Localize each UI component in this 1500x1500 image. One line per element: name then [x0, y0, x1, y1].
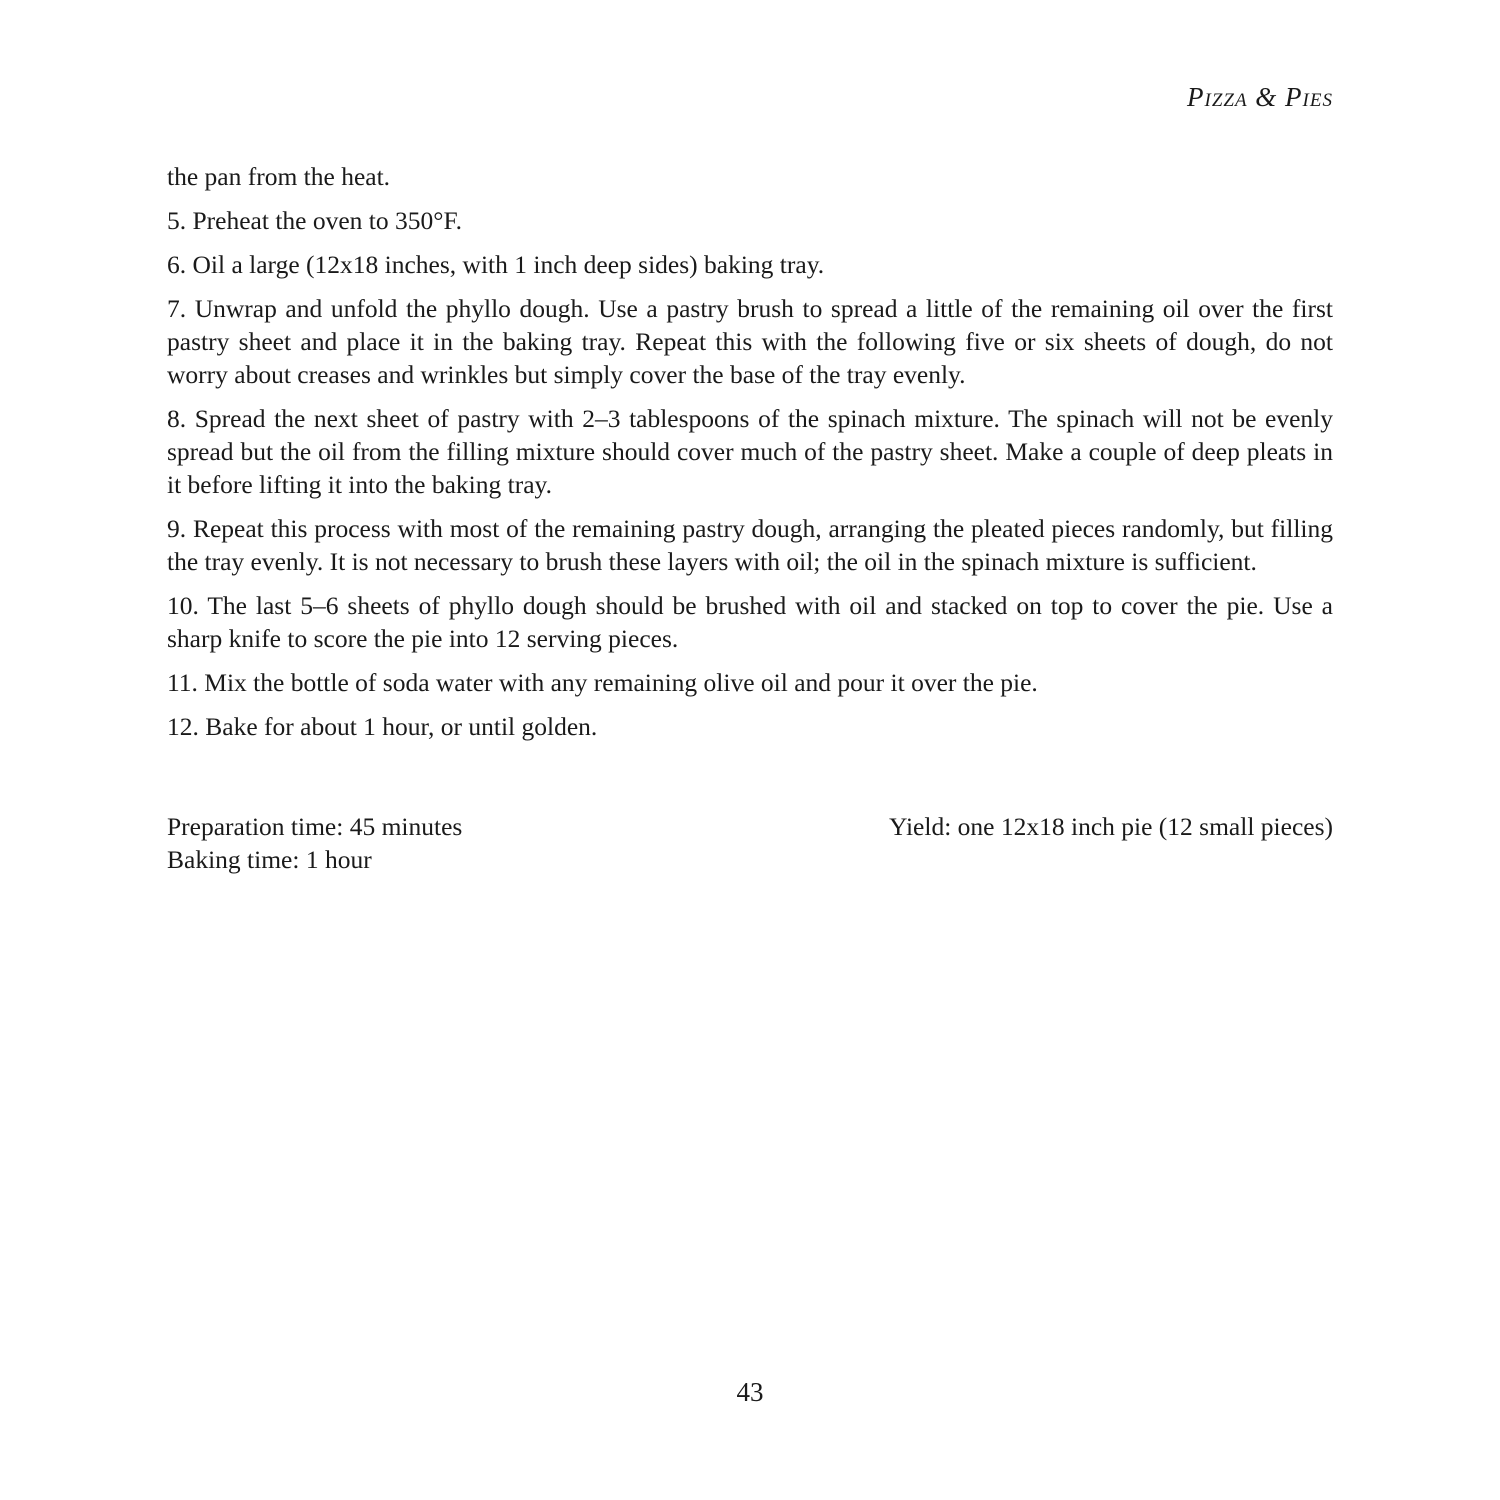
paragraph-continuation: the pan from the heat. — [167, 162, 391, 191]
step-5: 5. Preheat the oven to 350°F. — [167, 206, 462, 235]
preparation-time: Preparation time: 45 minutes — [167, 812, 463, 841]
running-header: Pizza & Pies — [1187, 82, 1333, 112]
step-11: 11. Mix the bottle of soda water with any remaining olive oil and pour it over the pie. — [167, 668, 1038, 697]
step-8: 8. Spread the next sheet of pastry with 2–3 tablespoons of the spinach mixture. The spinach will not be evenly spread but the oil from the filling mixture should cover much of the pastry sheet. Make a couple of deep pleats in it before lifting it into the baking tray. — [167, 404, 1333, 499]
step-7: 7. Unwrap and unfold the phyllo dough. Use a pastry brush to spread a little of the remaining oil over the first pastry sheet and place it in the baking tray. Repeat this with the following five or six sheets of dough, do not worry about creases and wrinkles but simply cover the base of the tray evenly. — [167, 294, 1333, 389]
baking-time: Baking time: 1 hour — [167, 845, 372, 874]
recipe-steps — [167, 160, 1333, 754]
recipe-times — [167, 810, 462, 876]
step-10: 10. The last 5–6 sheets of phyllo dough should be brushed with oil and stacked on top to cover the pie. Use a sharp knife to score the pie into 12 serving pieces. — [167, 591, 1333, 653]
page-number: 43 — [736, 1377, 764, 1407]
step-12: 12. Bake for about 1 hour, or until golden. — [167, 712, 598, 741]
step-9: 9. Repeat this process with most of the remaining pastry dough, arranging the pleated pieces randomly, but filling the tray evenly. It is not necessary to brush these layers with oil; the oil in the spinach mixture is sufficient. — [167, 514, 1333, 576]
recipe-yield: Yield: one 12x18 inch pie (12 small pieces) — [888, 812, 1333, 841]
step-6: 6. Oil a large (12x18 inches, with 1 inch deep sides) baking tray. — [167, 250, 825, 279]
